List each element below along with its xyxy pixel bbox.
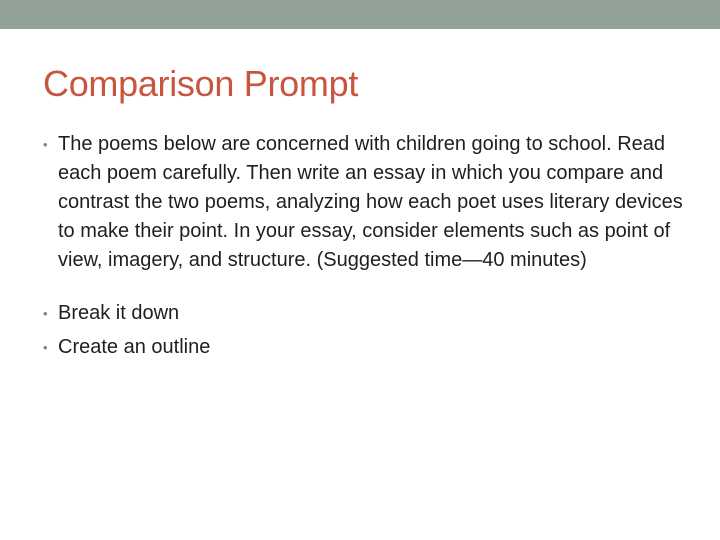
bullet-dot-icon: •	[43, 340, 48, 355]
bullet-item	[43, 299, 693, 328]
header-band	[0, 0, 720, 29]
bullet-dot-icon: •	[43, 137, 48, 152]
bullet-item	[43, 333, 693, 362]
slide-title: Comparison Prompt	[43, 63, 359, 104]
bullet-dot-icon: •	[43, 306, 48, 321]
bullet-list	[43, 130, 693, 367]
bullet-text: The poems below are concerned with children going to school. Read each poem carefully. Then write an essay in which you compare and contrast the two poems, analyzing how each poet uses literary devices to make their point. In your essay, consider elements such as point of view, imagery, and structure. (Suggested time—40 minutes)	[58, 133, 683, 271]
bullet-text: Create an outline	[58, 336, 211, 358]
bullet-item	[43, 130, 693, 275]
bullet-text: Break it down	[58, 302, 180, 324]
